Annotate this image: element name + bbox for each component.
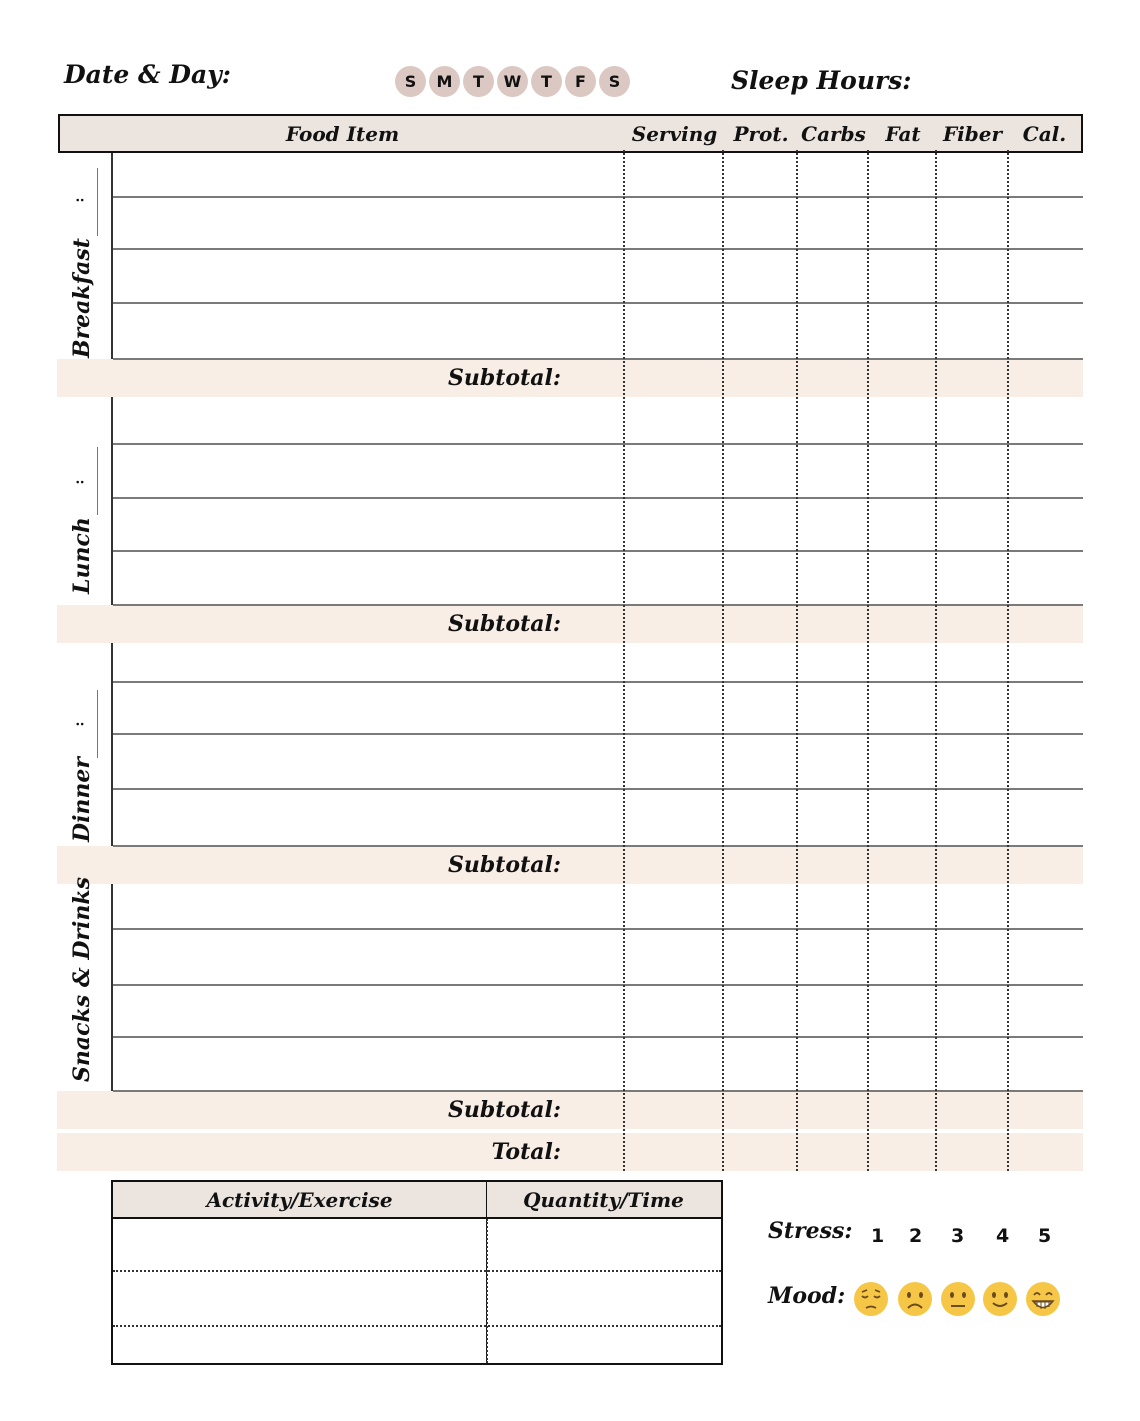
- subtotal-label: Subtotal:: [448, 365, 561, 391]
- subtotal-label: Subtotal:: [448, 1097, 561, 1123]
- entry-line: [113, 550, 1083, 552]
- pensive-face-icon[interactable]: [853, 1281, 889, 1317]
- activity-row-line: [113, 1270, 721, 1272]
- day-circle[interactable]: S: [599, 66, 630, 97]
- entry-line: [113, 443, 1083, 445]
- column-header-fiber: Fiber: [942, 121, 1003, 146]
- food-table-header: [58, 114, 1083, 153]
- entry-line: [113, 733, 1083, 735]
- frowning-face-icon[interactable]: [897, 1281, 933, 1317]
- entry-line: [113, 1090, 1083, 1092]
- snacks-drinks-label: Snacks & Drinks: [69, 877, 95, 1082]
- column-divider: [623, 150, 625, 1171]
- breakfast-label: Breakfast: [69, 238, 95, 358]
- activity-table: [111, 1180, 723, 1365]
- column-divider: [867, 150, 869, 1171]
- column-divider: [722, 150, 724, 1171]
- column-header-calories: Cal.: [1022, 121, 1067, 146]
- section-divider: [111, 153, 113, 359]
- stress-level-3[interactable]: 3: [951, 1225, 965, 1247]
- column-header-activity: Activity/Exercise: [206, 1187, 393, 1212]
- total-label: Total:: [491, 1139, 561, 1165]
- stress-level-1[interactable]: 1: [871, 1225, 885, 1247]
- lunch-subtotal-row: [57, 605, 1083, 643]
- entry-line: [113, 604, 1083, 606]
- entry-line: [113, 984, 1083, 986]
- lunch-label: Lunch: [69, 517, 95, 594]
- day-circle[interactable]: W: [497, 66, 528, 97]
- column-header-serving: Serving: [631, 121, 718, 146]
- entry-line: [113, 196, 1083, 198]
- entry-line: [113, 248, 1083, 250]
- time-colon: :: [71, 479, 88, 485]
- subtotal-label: Subtotal:: [448, 611, 561, 637]
- stress-label: Stress:: [768, 1218, 853, 1244]
- entry-line: [113, 788, 1083, 790]
- column-header-carbs: Carbs: [801, 121, 866, 146]
- neutral-face-icon[interactable]: [940, 1281, 976, 1317]
- column-divider: [935, 150, 937, 1171]
- section-divider: [111, 643, 113, 846]
- subtotal-label: Subtotal:: [448, 852, 561, 878]
- stress-level-5[interactable]: 5: [1038, 1225, 1052, 1247]
- slightly-smiling-face-icon[interactable]: [982, 1281, 1018, 1317]
- mood-label: Mood:: [768, 1283, 846, 1309]
- breakfast-subtotal-row: [57, 359, 1083, 397]
- day-of-week-selector: [395, 66, 633, 97]
- column-header-fat: Fat: [885, 121, 921, 146]
- entry-line: [113, 302, 1083, 304]
- sleep-hours-label: Sleep Hours:: [731, 66, 912, 95]
- stress-level-4[interactable]: 4: [996, 1225, 1010, 1247]
- entry-line: [113, 1036, 1083, 1038]
- day-circle[interactable]: M: [429, 66, 460, 97]
- activity-column-divider: [486, 1219, 488, 1363]
- activity-row-line: [113, 1325, 721, 1327]
- day-circle[interactable]: T: [531, 66, 562, 97]
- stress-level-2[interactable]: 2: [909, 1225, 923, 1247]
- date-day-label: Date & Day:: [64, 60, 231, 89]
- day-circle[interactable]: F: [565, 66, 596, 97]
- total-row: [57, 1133, 1083, 1171]
- entry-line: [113, 928, 1083, 930]
- section-divider: [111, 884, 113, 1091]
- lunch-time-line: [97, 447, 98, 515]
- breakfast-time-line: [97, 168, 98, 236]
- day-circle[interactable]: S: [395, 66, 426, 97]
- dinner-label: Dinner: [69, 756, 95, 842]
- entry-line: [113, 497, 1083, 499]
- activity-table-header: [113, 1182, 721, 1219]
- column-header-food-item: Food Item: [285, 121, 400, 146]
- column-divider: [1007, 150, 1009, 1171]
- dinner-subtotal-row: [57, 846, 1083, 884]
- entry-line: [113, 358, 1083, 360]
- column-divider: [796, 150, 798, 1171]
- entry-line: [113, 845, 1083, 847]
- grinning-face-icon[interactable]: [1025, 1281, 1061, 1317]
- day-circle[interactable]: T: [463, 66, 494, 97]
- snacks-subtotal-row: [57, 1091, 1083, 1129]
- section-divider: [111, 397, 113, 605]
- column-header-quantity-time: Quantity/Time: [523, 1187, 684, 1212]
- entry-line: [113, 681, 1083, 683]
- time-colon: :: [71, 721, 88, 727]
- time-colon: :: [71, 197, 88, 203]
- dinner-time-line: [97, 690, 98, 758]
- column-header-protein: Prot.: [733, 121, 789, 146]
